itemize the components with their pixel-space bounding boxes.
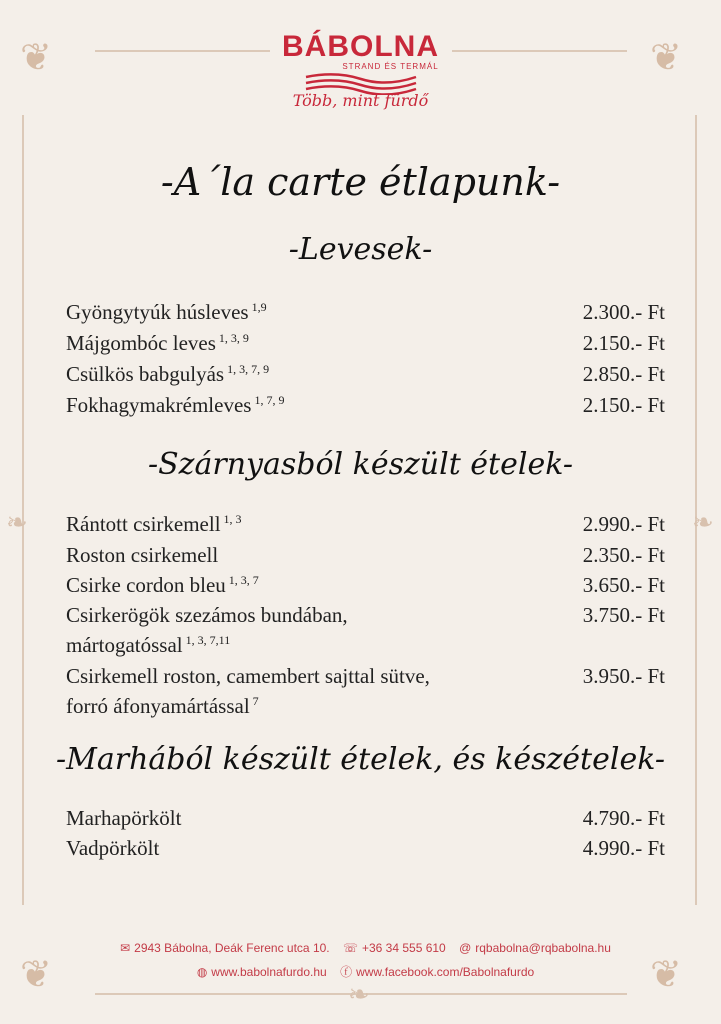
section-title-beef: -Marhából készült ételek, és készételek- bbox=[55, 742, 665, 777]
item-price: 3.950.- Ft bbox=[582, 664, 665, 688]
side-ornament-right: ❧ bbox=[692, 508, 714, 538]
at-icon: @ bbox=[459, 941, 472, 955]
item-price: 2.990.- Ft bbox=[582, 512, 665, 536]
menu-item bbox=[66, 570, 665, 600]
menu-item bbox=[66, 328, 665, 358]
globe-icon: ◍ bbox=[196, 965, 208, 979]
brand-logo bbox=[0, 30, 721, 110]
item-name: Vadpörkölt bbox=[66, 836, 160, 860]
facebook-icon: ⓕ bbox=[340, 965, 353, 979]
corner-ornament-top-left: ❦ bbox=[20, 35, 52, 79]
menu-item bbox=[66, 833, 665, 863]
item-allergens: 1, 3, 9 bbox=[218, 331, 249, 345]
item-name: Csirke cordon bleu bbox=[66, 573, 226, 597]
item-name: Gyöngytyúk húsleves bbox=[66, 300, 249, 324]
menu-item bbox=[66, 803, 665, 833]
corner-ornament-bottom-left: ❦ bbox=[20, 952, 52, 996]
footer-address: 2943 Bábolna, Deák Ferenc utca 10. bbox=[134, 941, 330, 955]
corner-ornament-top-right: ❦ bbox=[650, 35, 682, 79]
item-name: Csirkemell roston, camembert sajttal sütve, bbox=[66, 664, 430, 688]
item-name-cont: mártogatóssal bbox=[66, 633, 183, 657]
item-name-cont: forró áfonyamártással bbox=[66, 694, 250, 718]
item-price: 2.150.- Ft bbox=[582, 393, 665, 417]
menu-title: -A´la carte étlapunk- bbox=[160, 160, 561, 204]
item-price: 4.790.- Ft bbox=[582, 806, 665, 830]
item-allergens: 7 bbox=[252, 694, 259, 708]
item-name: Roston csirkemell bbox=[66, 543, 219, 567]
brand-slogan: Több, mint fürdő bbox=[292, 91, 429, 110]
section-title-soups: -Levesek- bbox=[288, 232, 433, 267]
menu-item bbox=[66, 297, 665, 327]
item-price: 2.850.- Ft bbox=[582, 362, 665, 386]
item-price: 3.650.- Ft bbox=[582, 573, 665, 597]
section-title-poultry: -Szárnyasból készült ételek- bbox=[147, 447, 573, 482]
item-name: Fokhagymakrémleves bbox=[66, 393, 252, 417]
menu-item bbox=[66, 359, 665, 389]
item-price: 2.150.- Ft bbox=[582, 331, 665, 355]
mail-icon: ✉ bbox=[120, 941, 131, 955]
item-name: Rántott csirkemell bbox=[66, 512, 221, 536]
item-allergens: 1,9 bbox=[251, 300, 267, 314]
side-ornament-left: ❧ bbox=[6, 508, 28, 538]
menu-item bbox=[66, 540, 665, 570]
brand-name: BÁBOLNA bbox=[282, 30, 439, 63]
item-allergens: 1, 3, 7,11 bbox=[185, 633, 231, 647]
item-price: 2.300.- Ft bbox=[582, 300, 665, 324]
item-price: 4.990.- Ft bbox=[582, 836, 665, 860]
item-name: Májgombóc leves bbox=[66, 331, 216, 355]
item-allergens: 1, 3 bbox=[223, 512, 242, 526]
item-allergens: 1, 3, 7, 9 bbox=[227, 362, 270, 376]
item-name: Csülkös babgulyás bbox=[66, 362, 225, 386]
menu-item bbox=[66, 390, 665, 420]
menu-item bbox=[66, 600, 665, 662]
brand-subtitle: STRAND ÉS TERMÁL bbox=[342, 62, 439, 71]
corner-ornament-bottom-right: ❦ bbox=[650, 952, 682, 996]
item-allergens: 1, 7, 9 bbox=[254, 393, 285, 407]
phone-icon: ☏ bbox=[342, 941, 358, 955]
footer-website[interactable]: www.babolnafurdo.hu bbox=[211, 965, 327, 979]
footer-email[interactable]: rqbabolna@rqbabolna.hu bbox=[475, 941, 611, 955]
footer-phone[interactable]: +36 34 555 610 bbox=[361, 941, 446, 955]
item-allergens: 1, 3, 7 bbox=[228, 573, 259, 587]
item-price: 3.750.- Ft bbox=[582, 603, 665, 627]
item-price: 2.350.- Ft bbox=[582, 543, 665, 567]
menu-item bbox=[66, 661, 665, 723]
footer-web-line bbox=[0, 963, 721, 980]
footer-facebook[interactable]: www.facebook.com/Babolnafurdo bbox=[356, 965, 535, 979]
menu-item bbox=[66, 509, 665, 539]
item-name: Csirkerögök szezámos bundában, bbox=[66, 603, 348, 627]
bottom-ornament: ❧ bbox=[348, 980, 370, 1010]
item-name: Marhapörkölt bbox=[66, 806, 182, 830]
footer-contact-line bbox=[0, 941, 721, 955]
